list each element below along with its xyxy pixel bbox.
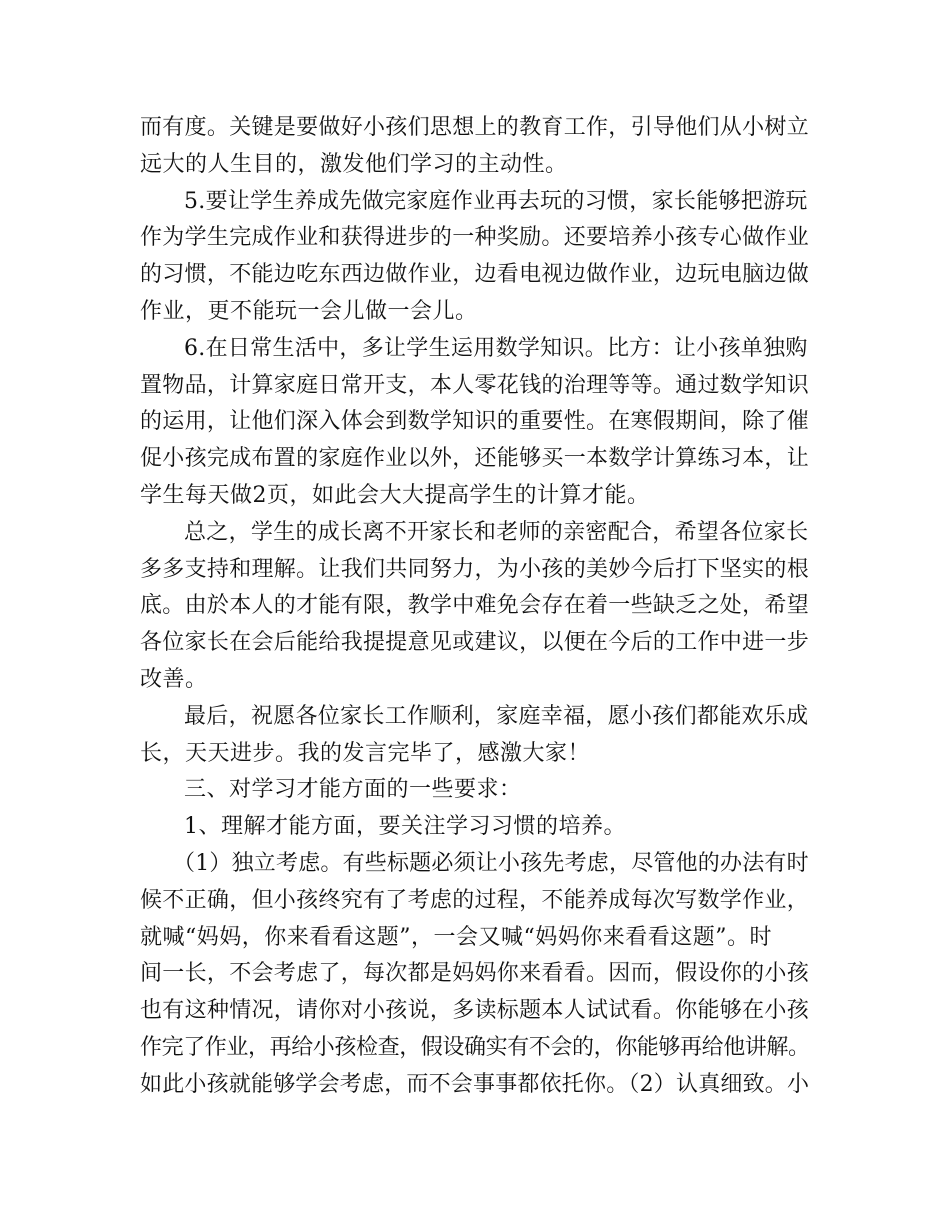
text-line: 的习惯，不能边吃东西边做作业，边看电视边做作业，边玩电脑边做	[140, 262, 810, 288]
text-line: 多多支持和理解。让我们共同努力，为小孩的美妙今后打下坚实的根	[140, 556, 810, 582]
text-line: 1、理解才能方面，要关注学习习惯的培养。	[184, 814, 626, 840]
text-line: 改善。	[140, 666, 208, 692]
text-line: 作为学生完成作业和获得进步的一种奖励。还要培养小孩专心做作业	[140, 225, 810, 251]
text-line: 促小孩完成布置的家庭作业以外，还能够买一本数学计算练习本，让	[140, 446, 810, 472]
text-line: 三、对学习才能方面的一些要求：	[184, 777, 522, 803]
text-line: 底。由於本人的才能有限，教学中难免会存在着一些缺乏之处，希望	[140, 593, 810, 619]
text-line: 的运用，让他们深入体会到数学知识的重要性。在寒假期间，除了催	[140, 409, 810, 435]
text-line: （1）独立考虑。有些标题必须让小孩先考虑，尽管他的办法有时	[173, 850, 809, 876]
text-line: 候不正确，但小孩终究有了考虑的过程，不能养成每次写数学作业，	[140, 887, 810, 913]
text-line: 作完了作业，再给小孩检查，假设确实有不会的，你能够再给他讲解。	[140, 1034, 810, 1060]
document-body	[140, 110, 810, 1104]
text-line: 长，天天进步。我的发言完毕了，感激大家！	[140, 740, 591, 766]
text-line: 6.在日常生活中，多让学生运用数学知识。比方：让小孩单独购	[184, 335, 808, 361]
text-line: 总之，学生的成长离不开家长和老师的亲密配合，希望各位家长	[184, 519, 809, 545]
text-line: 5.要让学生养成先做完家庭作业再去玩的习惯，家长能够把游玩	[184, 188, 808, 214]
text-line: 就喊“妈妈，你来看看这题”，一会又喊“妈妈你来看看这题”。时	[140, 924, 772, 950]
text-line: 各位家长在会后能给我提提意见或建议，以便在今后的工作中进一步	[140, 630, 810, 656]
text-line: 而有度。关键是要做好小孩们思想上的教育工作，引导他们从小树立	[140, 115, 810, 140]
text-line: 置物品，计算家庭日常开支，本人零花钱的治理等等。通过数学知识	[140, 372, 810, 398]
text-line: 远大的人生目的，激发他们学习的主动性。	[140, 151, 568, 177]
text-line: 如此小孩就能够学会考虑，而不会事事都依托你。（2）认真细致。小	[140, 1071, 810, 1097]
text-line: 学生每天做2页，如此会大大提高学生的计算才能。	[140, 482, 650, 508]
text-line: 间一长，不会考虑了，每次都是妈妈你来看看。因而，假设你的小孩	[140, 961, 810, 987]
text-line: 也有这种情况，请你对小孩说，多读标题本人试试看。你能够在小孩	[140, 998, 810, 1024]
text-line: 最后，祝愿各位家长工作顺利，家庭幸福，愿小孩们都能欢乐成	[184, 703, 809, 729]
text-line: 作业，更不能玩一会儿做一会儿。	[140, 298, 478, 324]
